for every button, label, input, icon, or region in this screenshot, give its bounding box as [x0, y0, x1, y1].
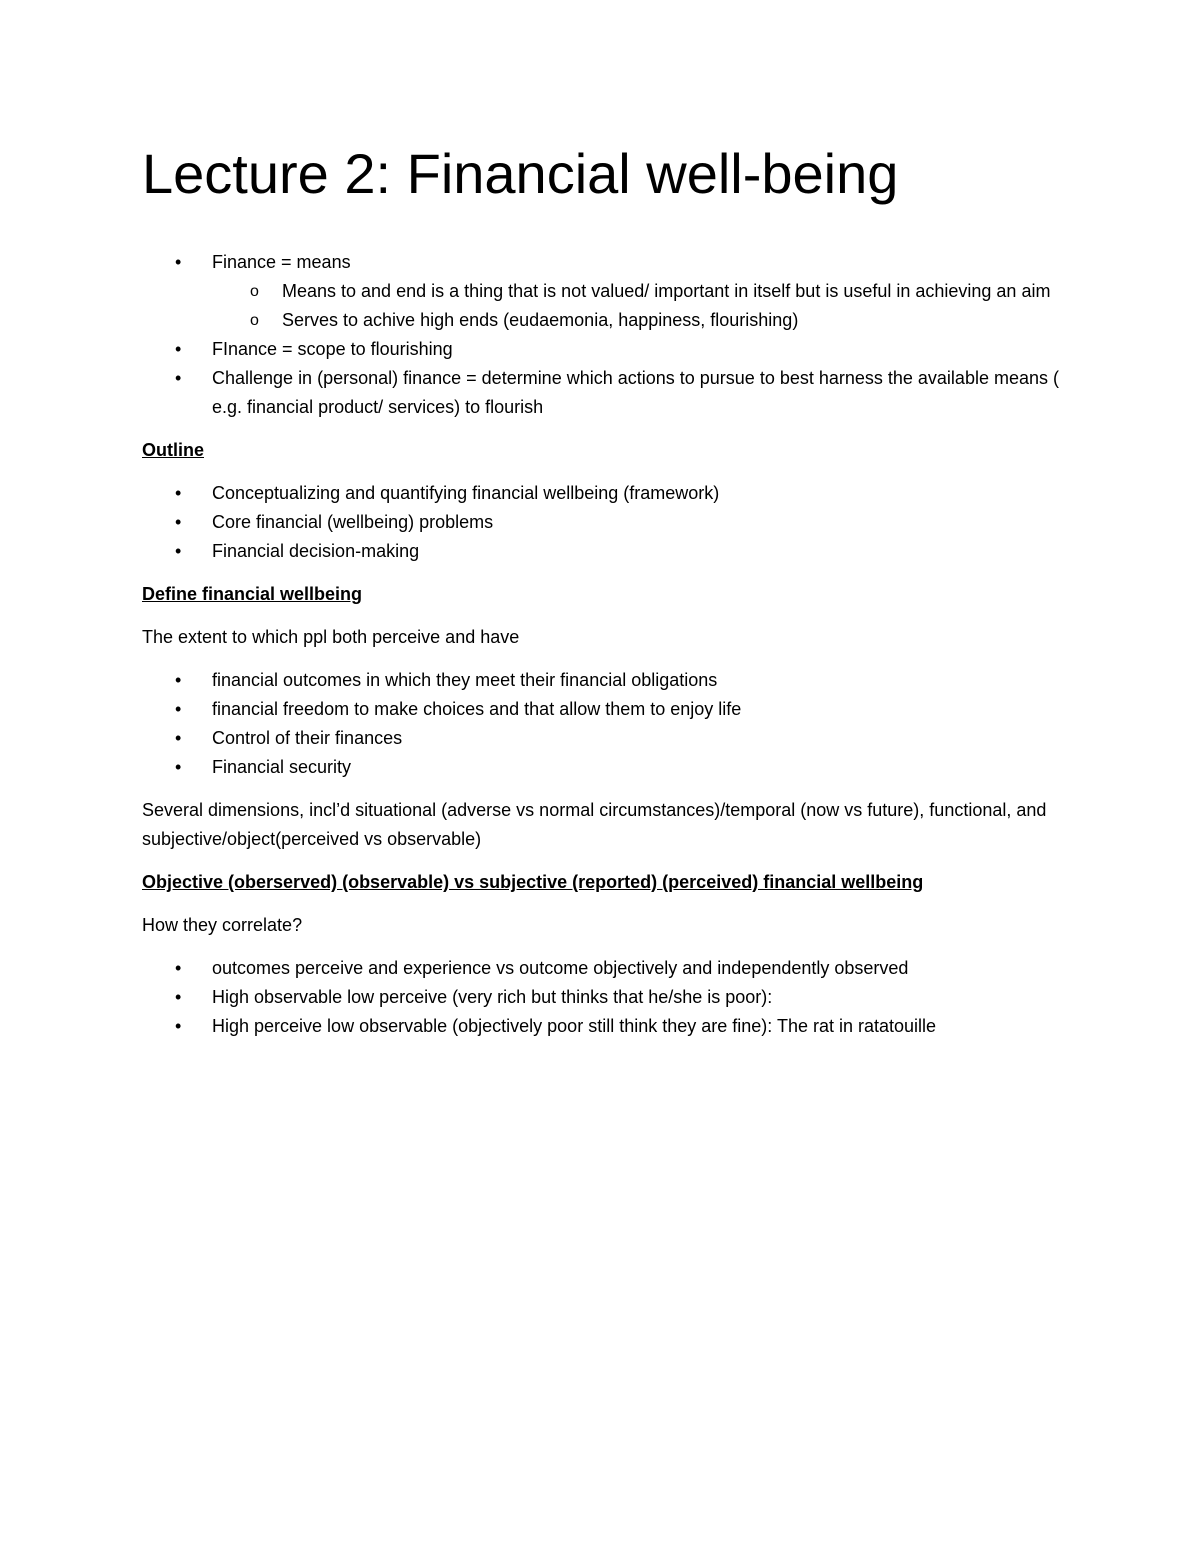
- list-item-text: Financial decision-making: [212, 541, 420, 561]
- sub-list-item: [212, 306, 1062, 335]
- list-item-text: Financial security: [212, 757, 352, 777]
- bullet-icon: •: [175, 368, 182, 388]
- bullet-icon: •: [175, 339, 182, 359]
- intro-list: [142, 248, 1062, 422]
- list-item-text: financial outcomes in which they meet their financial obligations: [212, 670, 718, 690]
- list-item-text: outcomes perceive and experience vs outcome objectively and independently observed: [212, 958, 909, 978]
- outline-heading: Outline: [142, 440, 204, 460]
- sub-list-item-text: Means to and end is a thing that is not valued/ important in itself but is useful in achieving an aim: [282, 281, 1051, 301]
- list-item-text: High perceive low observable (objectively poor still think they are fine): The rat in ratatouille: [212, 1016, 937, 1036]
- define-lead: The extent to which ppl both perceive and have: [142, 627, 520, 647]
- objective-lead: How they correlate?: [142, 915, 303, 935]
- bullet-icon: •: [175, 987, 182, 1007]
- page-title: Lecture 2: Financial well-being: [142, 142, 899, 205]
- bullet-icon: •: [175, 757, 182, 777]
- list-item: [142, 753, 1062, 782]
- list-item: [142, 1012, 1062, 1041]
- list-item-text: Control of their finances: [212, 728, 403, 748]
- objective-heading: Objective (oberserved) (observable) vs subjective (reported) (perceived) financial wellbeing: [142, 872, 924, 892]
- sub-bullet-icon: o: [250, 312, 259, 329]
- list-item: [142, 335, 1062, 364]
- list-item-text: Core financial (wellbeing) problems: [212, 512, 494, 532]
- sub-list-item-text: Serves to achive high ends (eudaemonia, happiness, flourishing): [282, 310, 799, 330]
- list-item: [142, 954, 1062, 983]
- list-item-text: FInance = scope to flourishing: [212, 339, 453, 359]
- list-item-text: High observable low perceive (very rich but thinks that he/she is poor):: [212, 987, 773, 1007]
- list-item: [142, 508, 1062, 537]
- bullet-icon: •: [175, 1016, 182, 1036]
- bullet-icon: •: [175, 252, 182, 272]
- define-heading: Define financial wellbeing: [142, 584, 363, 604]
- list-item-text: Challenge in (personal) finance = determine which actions to pursue to best harness the available means ( e.g. financial product/ services) to flourish: [212, 368, 1059, 417]
- bullet-icon: •: [175, 699, 182, 719]
- outline-list: [142, 479, 1062, 566]
- dimensions-paragraph: Several dimensions, incl’d situational (adverse vs normal circumstances)/temporal (now vs future), functional, and subjective/object(perceived vs observable): [142, 800, 1047, 849]
- bullet-icon: •: [175, 512, 182, 532]
- sub-list-item: [212, 277, 1062, 306]
- list-item: [142, 695, 1062, 724]
- bullet-icon: •: [175, 958, 182, 978]
- list-item: [142, 724, 1062, 753]
- list-item: [142, 248, 1062, 335]
- bullet-icon: •: [175, 670, 182, 690]
- bullet-icon: •: [175, 541, 182, 561]
- sub-list: [212, 277, 1062, 335]
- list-item: [142, 364, 1062, 422]
- list-item: [142, 479, 1062, 508]
- bullet-icon: •: [175, 728, 182, 748]
- list-item-text: financial freedom to make choices and that allow them to enjoy life: [212, 699, 742, 719]
- document-page: [142, 138, 1062, 1055]
- list-item: [142, 537, 1062, 566]
- sub-bullet-icon: o: [250, 283, 259, 300]
- bullet-icon: •: [175, 483, 182, 503]
- list-item-text: Finance = means: [212, 252, 351, 272]
- objective-list: [142, 954, 1062, 1041]
- list-item-text: Conceptualizing and quantifying financial wellbeing (framework): [212, 483, 720, 503]
- define-list: [142, 666, 1062, 782]
- list-item: [142, 983, 1062, 1012]
- list-item: [142, 666, 1062, 695]
